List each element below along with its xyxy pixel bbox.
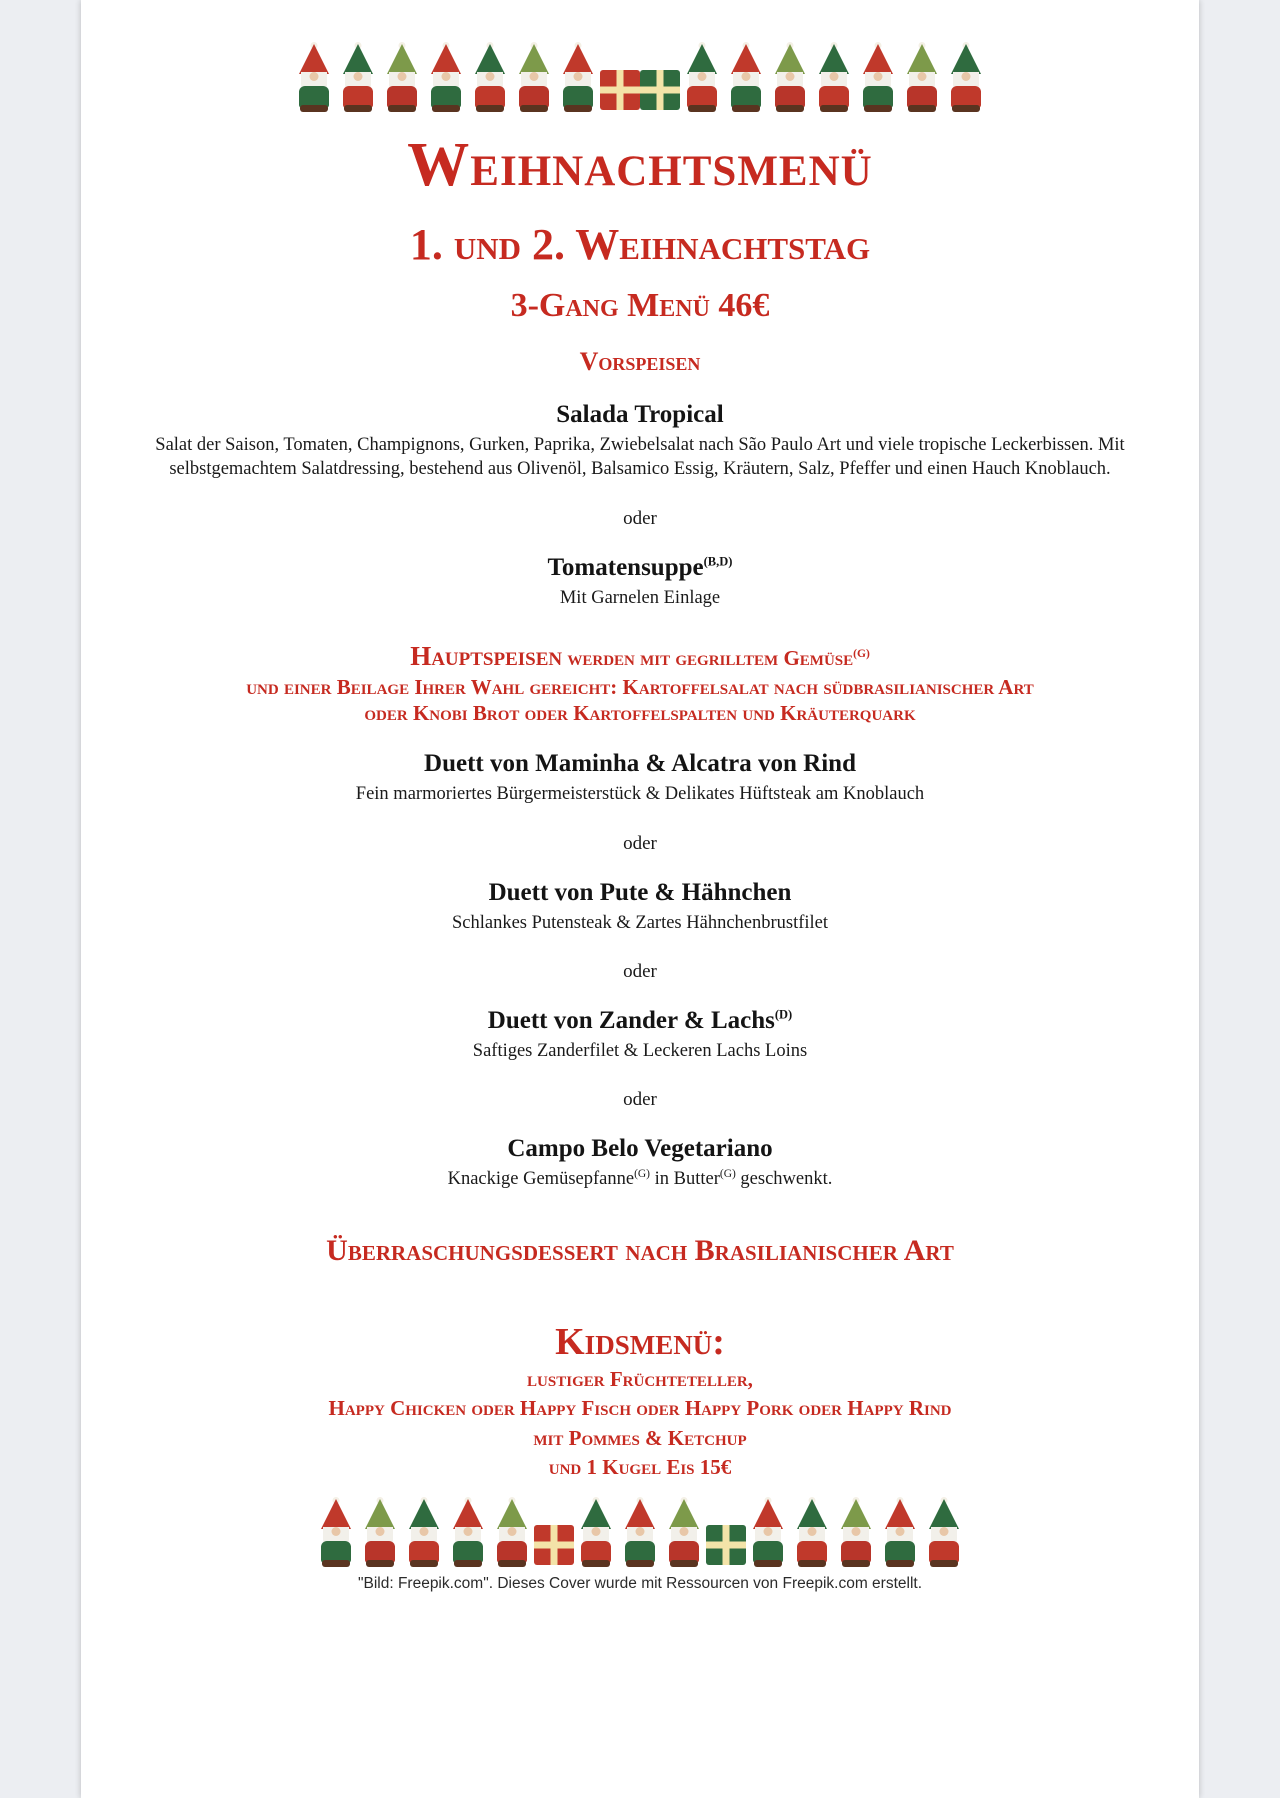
gnome-icon xyxy=(446,1497,490,1569)
gnome-icon xyxy=(358,1497,402,1569)
section-heading-mains xyxy=(109,640,1171,726)
gnome-icon xyxy=(922,1497,966,1569)
section-heading-starters: Vorspeisen xyxy=(579,346,701,376)
gnome-icon xyxy=(424,42,468,114)
page-title: Weihnachtsmenü xyxy=(407,131,873,199)
menu-content xyxy=(81,0,1199,1593)
allergen-marker: (G) xyxy=(853,647,870,660)
gnome-banner-top xyxy=(109,36,1171,114)
gnome-icon xyxy=(574,1497,618,1569)
kids-menu-line-2: Happy Chicken oder Happy Fisch oder Happy Pork oder Happy Rind xyxy=(328,1396,952,1421)
mains-header-line-3: oder Knobi Brot oder Kartoffelspalten und Kräuterquark xyxy=(364,700,916,725)
dish-description-duett-rind: Fein marmoriertes Bürgermeisterstück & Delikates Hüftsteak am Knoblauch xyxy=(355,784,925,805)
mains-header-line-2: und einer Beilage Ihrer Wahl gereicht: Kartoffelsalat nach südbrasilianischer Art xyxy=(246,674,1034,699)
menu-price-heading: 3-Gang Menü 46€ xyxy=(510,287,770,325)
gnome-icon xyxy=(314,1497,358,1569)
dish-name-salada-tropical xyxy=(109,401,1171,429)
dish-name-tomatensuppe xyxy=(109,554,1171,582)
section-heading-kids-menu: Kidsmenü: xyxy=(555,1320,725,1363)
gnome-icon xyxy=(336,42,380,114)
gnome-icon xyxy=(900,42,944,114)
gnome-icon xyxy=(680,42,724,114)
page-subtitle: 1. und 2. Weihnachtstag xyxy=(409,219,871,269)
gift-box-icon xyxy=(640,70,680,110)
gnome-icon xyxy=(834,1497,878,1569)
gift-box-icon xyxy=(534,1525,574,1565)
gnome-icon xyxy=(402,1497,446,1569)
desc-part-3: geschwenkt. xyxy=(735,1169,833,1190)
gnome-icon xyxy=(878,1497,922,1569)
dish-description-salada-tropical: Salat der Saison, Tomaten, Champignons, Gurken, Paprika, Zwiebelsalat nach São Paulo Art und viele tropische Leckerbissen. Mit selbstgemachtem Salatdressing, bestehend aus Olivenöl, Balsamico Essig, Kräutern, Salz, Pfeffer und einen Hauch Knoblauch. xyxy=(155,434,1125,480)
allergen-marker: (D) xyxy=(774,1007,793,1022)
gnome-icon xyxy=(490,1497,534,1569)
dish-title: Duett von Zander & Lachs xyxy=(487,1007,775,1035)
gnome-icon xyxy=(746,1497,790,1569)
dish-description-tomatensuppe: Mit Garnelen Einlage xyxy=(559,587,721,608)
desc-part-1: Knackige Gemüsepfanne xyxy=(447,1169,635,1190)
mains-header-line-1 xyxy=(109,640,1171,674)
kids-menu-line-3: mit Pommes & Ketchup xyxy=(533,1425,747,1450)
gnome-icon xyxy=(380,42,424,114)
dish-name-duett-rind xyxy=(109,750,1171,778)
gnome-icon xyxy=(512,42,556,114)
mains-header-emphasis: Hauptspeisen xyxy=(410,640,563,671)
gnome-icon xyxy=(292,42,336,114)
gnome-banner-bottom xyxy=(109,1495,1171,1569)
footer-credit: "Bild: Freepik.com". Dieses Cover wurde mit Ressourcen von Freepik.com erstellt. xyxy=(357,1575,923,1593)
desc-part-2: in Butter xyxy=(649,1169,720,1190)
gnome-icon xyxy=(768,42,812,114)
kids-menu-line-4: und 1 Kugel Eis 15€ xyxy=(548,1454,732,1479)
gnome-icon xyxy=(662,1497,706,1569)
gnome-icon xyxy=(724,42,768,114)
gnome-icon xyxy=(468,42,512,114)
allergen-marker: (G) xyxy=(634,1168,650,1181)
gnome-icon xyxy=(790,1497,834,1569)
dish-description-campo-belo-vegetariano xyxy=(130,1167,1150,1192)
gnome-icon xyxy=(556,42,600,114)
dish-title: Duett von Maminha & Alcatra von Rind xyxy=(424,750,856,778)
dish-description-duett-pute-haehnchen: Schlankes Putensteak & Zartes Hähnchenbrustfilet xyxy=(451,912,829,933)
separator-oder: oder xyxy=(623,961,657,983)
dish-title: Campo Belo Vegetariano xyxy=(507,1135,773,1163)
dish-description-duett-zander-lachs: Saftiges Zanderfilet & Leckeren Lachs Loins xyxy=(472,1041,808,1062)
gnome-icon xyxy=(618,1497,662,1569)
menu-page xyxy=(81,0,1199,1798)
kids-menu-line-1: lustiger Früchteteller, xyxy=(527,1366,753,1391)
gift-box-icon xyxy=(706,1525,746,1565)
dish-title: Salada Tropical xyxy=(556,400,724,428)
mains-header-rest: werden mit gegrilltem Gemüse xyxy=(562,645,854,670)
dish-title: Duett von Pute & Hähnchen xyxy=(488,878,792,906)
separator-oder: oder xyxy=(623,1089,657,1111)
separator-oder: oder xyxy=(623,832,657,854)
allergen-marker: (B,D) xyxy=(703,554,733,569)
allergen-marker: (G) xyxy=(719,1168,736,1181)
dish-name-duett-pute-haehnchen xyxy=(109,879,1171,907)
dish-name-campo-belo-vegetariano xyxy=(109,1135,1171,1163)
gnome-icon xyxy=(944,42,988,114)
separator-oder: oder xyxy=(623,507,657,529)
gnome-icon xyxy=(856,42,900,114)
gnome-icon xyxy=(812,42,856,114)
gift-box-icon xyxy=(600,70,640,110)
dish-name-duett-zander-lachs xyxy=(109,1007,1171,1035)
section-heading-dessert: Überraschungsdessert nach Brasilianischer Art xyxy=(326,1233,954,1267)
dish-title: Tomatensuppe xyxy=(547,553,704,581)
